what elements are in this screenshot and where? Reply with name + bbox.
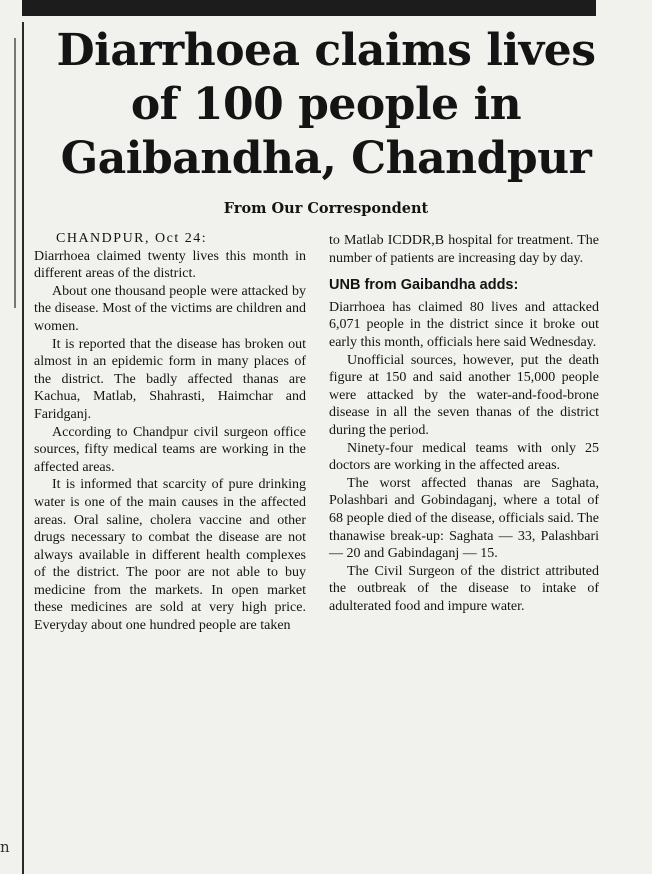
column-divider-rule	[22, 22, 24, 874]
paragraph: According to Chandpur civil surgeon office sources, fifty medical teams are working in the affected areas.	[34, 424, 306, 475]
adjacent-text-fragment: n	[0, 838, 10, 856]
article-column-left	[34, 230, 306, 635]
adjacent-column-edge	[0, 38, 16, 308]
article-column-right	[329, 232, 599, 615]
top-rule	[22, 0, 596, 16]
subhead: UNB from Gaibandha adds:	[329, 277, 519, 294]
paragraph: It is reported that the disease has broken out almost in an epidemic form in many places of the district. The badly affected thanas are Kachua, Matlab, Shahrasti, Haimchar and Faridganj.	[34, 336, 306, 422]
continuation-paragraph: to Matlab ICDDR,B hospital for treatment. The number of patients are increasing day by day.	[329, 233, 599, 266]
paragraph: Unofficial sources, however, put the death figure at 150 and said another 15,000 people were attacked by the water-and-food-brone disease in all the seven thanas of the district during the period.	[329, 352, 599, 438]
headline-line-1: Diarrhoea claims lives	[56, 25, 596, 76]
paragraph: Diarrhoea has claimed 80 lives and attacked 6,071 people in the district since it broke out early this month, officials here said Wednesday.	[329, 299, 599, 350]
paragraph: Diarrhoea claimed twenty lives this month in different areas of the district.	[34, 248, 306, 282]
paragraph: About one thousand people were attacked by the disease. Most of the victims are children and women.	[34, 283, 306, 334]
paragraph: The Civil Surgeon of the district attributed the outbreak of the disease to intake of adulterated food and impure water.	[329, 563, 599, 614]
headline-line-3: Gaibandha, Chandpur	[60, 133, 592, 184]
dateline: CHANDPUR, Oct 24:	[56, 231, 208, 246]
byline: From Our Correspondent	[223, 200, 429, 217]
dateline-paragraph	[34, 230, 306, 248]
paragraph: Ninety-four medical teams with only 25 doctors are working in the affected areas.	[329, 440, 599, 474]
headline-line-2: of 100 people in	[130, 79, 522, 130]
headline	[26, 24, 626, 186]
paragraph: It is informed that scarcity of pure drinking water is one of the main causes in the affected areas. Oral saline, cholera vaccine and other drugs necessary to combat the disease are not always available in different health complexes of the district. The poor are not able to buy medicine from the markets. In open market these medicines are sold at very high price. Everyday about one hundred people are taken	[34, 477, 306, 634]
paragraph: The worst affected thanas are Saghata, Polashbari and Gobindaganj, where a total of 68 people died of the disease, officials said. The thanawise break-up: Saghata — 33, Palashbari — 20 and Gabindaganj — 15.	[329, 475, 599, 562]
